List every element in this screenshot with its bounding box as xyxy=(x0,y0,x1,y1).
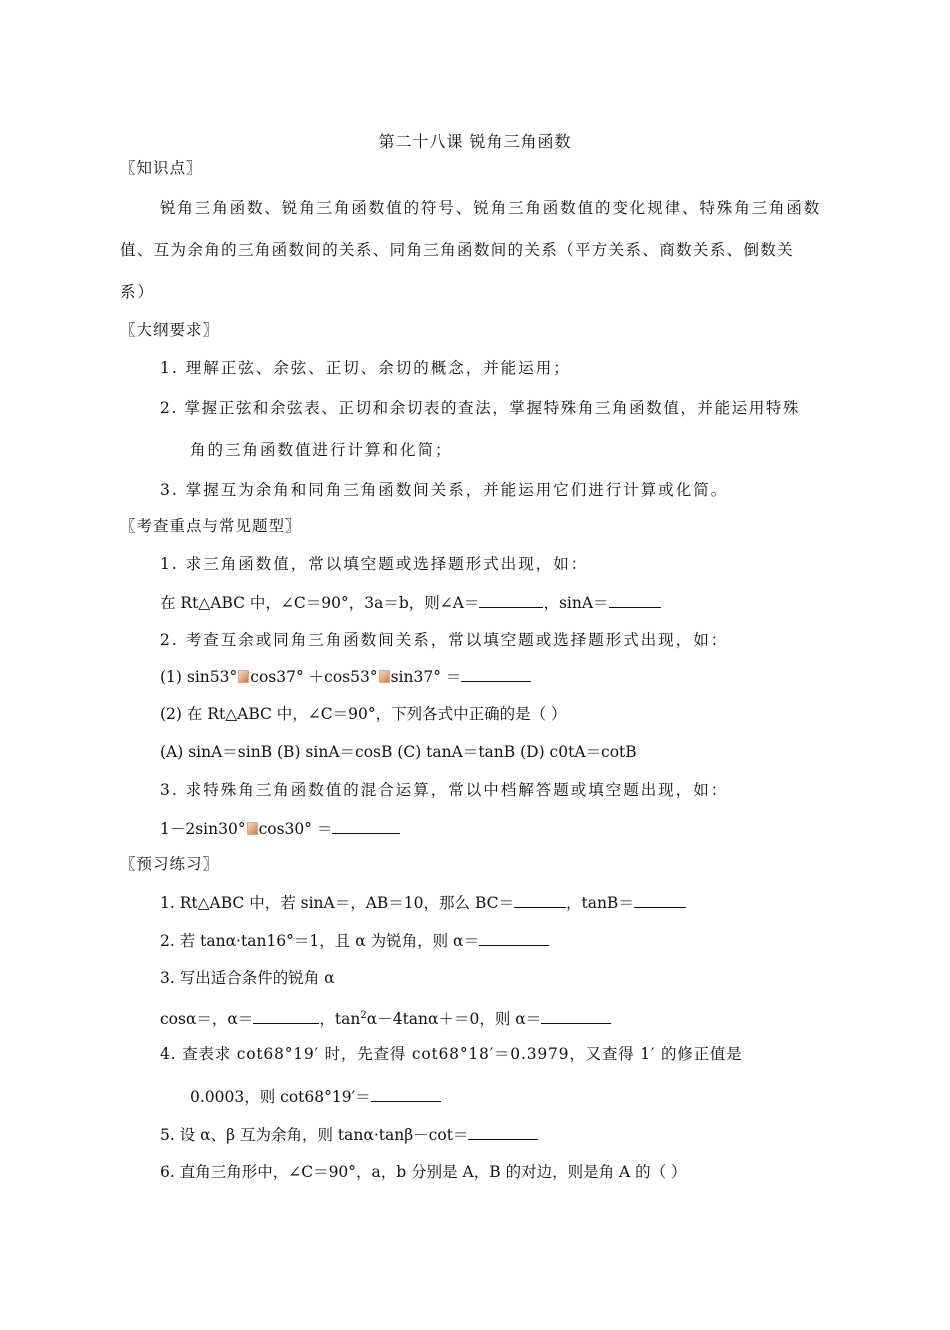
superscript: 2 xyxy=(360,1010,367,1021)
focus-q1-example xyxy=(160,592,661,613)
practice-1-text-2: ，tanB＝ xyxy=(565,894,634,912)
focus-q2-example-1 xyxy=(160,666,531,687)
practice-5 xyxy=(160,1124,538,1145)
answer-blank xyxy=(541,1008,611,1024)
outline-item-3: 3. 掌握互为余角和同角三角函数间关系，并能运用它们进行计算或化简。 xyxy=(160,481,729,499)
expr-part: ，tan xyxy=(319,1010,361,1028)
knowledge-line-2: 值、互为余角的三角函数间的关系、同角三角函数间的关系（平方关系、商数关系、倒数关 xyxy=(120,241,795,259)
practice-3: 3. 写出适合条件的锐角 α xyxy=(160,969,335,987)
practice-2-text: 2. 若 tanα·tan16°＝1，且 α 为锐角，则 α＝ xyxy=(160,932,479,950)
outline-item-2: 2. 掌握正弦和余弦表、正切和余切表的查法，掌握特殊角三角函数值，并能运用特殊 xyxy=(160,399,801,417)
knowledge-line-1: 锐角三角函数、锐角三角函数值的符号、锐角三角函数值的变化规律、特殊角三角函数 xyxy=(160,199,822,217)
practice-4-cont-text: 0.0003，则 cot68°19′＝ xyxy=(190,1088,371,1106)
practice-4-cont xyxy=(190,1086,441,1107)
knowledge-line-3: 系） xyxy=(120,283,156,301)
section-outline-heading: 〖大纲要求〗 xyxy=(120,321,220,339)
focus-q2-example-2: (2) 在 Rt△ABC 中，∠C＝90°，下列各式中正确的是（ ） xyxy=(160,705,567,723)
focus-q1-example-text-2: ，sinA＝ xyxy=(543,594,609,612)
practice-4: 4. 查表求 cot68°19′ 时，先查得 cot68°18′＝0.3979，又查得 1′ 的修正值是 xyxy=(160,1045,743,1063)
focus-q1: 1. 求三角函数值，常以填空题或选择题形式出现，如： xyxy=(160,555,589,573)
outline-item-2-cont: 角的三角函数值进行计算和化简； xyxy=(190,441,453,459)
practice-1-text: 1. Rt△ABC 中，若 sinA＝，AB＝10，那么 BC＝ xyxy=(160,894,514,912)
section-knowledge-heading: 〖知识点〗 xyxy=(120,159,203,177)
practice-2 xyxy=(160,930,549,951)
practice-5-text: 5. 设 α、β 互为余角，则 tanα·tanβ－cot＝ xyxy=(160,1126,469,1144)
section-practice-heading: 〖预习练习〗 xyxy=(120,855,220,873)
practice-3-example xyxy=(160,1006,611,1029)
outline-item-1: 1. 理解正弦、余弦、正切、余切的概念，并能运用； xyxy=(160,359,571,377)
expr-part: cosα＝，α＝ xyxy=(160,1010,254,1028)
answer-blank xyxy=(514,892,566,908)
expr-part: cos37° ＋cos53° xyxy=(250,668,378,686)
focus-q3-example xyxy=(160,818,400,839)
expr-part: (1) sin53° xyxy=(160,668,238,686)
expr-part: α－4tanα＋＝0，则 α＝ xyxy=(366,1010,542,1028)
focus-q1-example-text: 在 Rt△ABC 中，∠C＝90°，3a＝b，则∠A＝ xyxy=(160,594,480,612)
focus-q2-options: (A) sinA＝sinB (B) sinA＝cosB (C) tanA＝tanB (D) c0tA＝cotB xyxy=(160,743,637,761)
answer-blank xyxy=(479,930,549,946)
broken-image-icon xyxy=(379,670,390,683)
answer-blank xyxy=(634,892,686,908)
page-title: 第二十八课 锐角三角函数 xyxy=(378,132,572,151)
answer-blank xyxy=(468,1124,538,1140)
expr-part: 1－2sin30° xyxy=(160,820,246,838)
section-focus-heading: 〖考查重点与常见题型〗 xyxy=(120,517,302,535)
practice-1 xyxy=(160,892,686,913)
focus-q2: 2. 考查互余或同角三角函数间关系，常以填空题或选择题形式出现，如： xyxy=(160,631,729,649)
broken-image-icon xyxy=(247,822,258,835)
answer-blank xyxy=(332,818,400,834)
answer-blank xyxy=(371,1086,441,1102)
answer-blank xyxy=(253,1008,319,1024)
focus-q3: 3. 求特殊角三角函数值的混合运算，常以中档解答题或填空题出现，如： xyxy=(160,781,729,799)
answer-blank xyxy=(461,666,531,682)
answer-blank xyxy=(609,592,661,608)
expr-part: cos30° ＝ xyxy=(258,820,333,838)
broken-image-icon xyxy=(238,670,249,683)
expr-part: sin37° ＝ xyxy=(390,668,462,686)
practice-6: 6. 直角三角形中，∠C＝90°，a，b 分别是 A，B 的对边，则是角 A 的（ ） xyxy=(160,1163,687,1181)
answer-blank xyxy=(479,592,543,608)
